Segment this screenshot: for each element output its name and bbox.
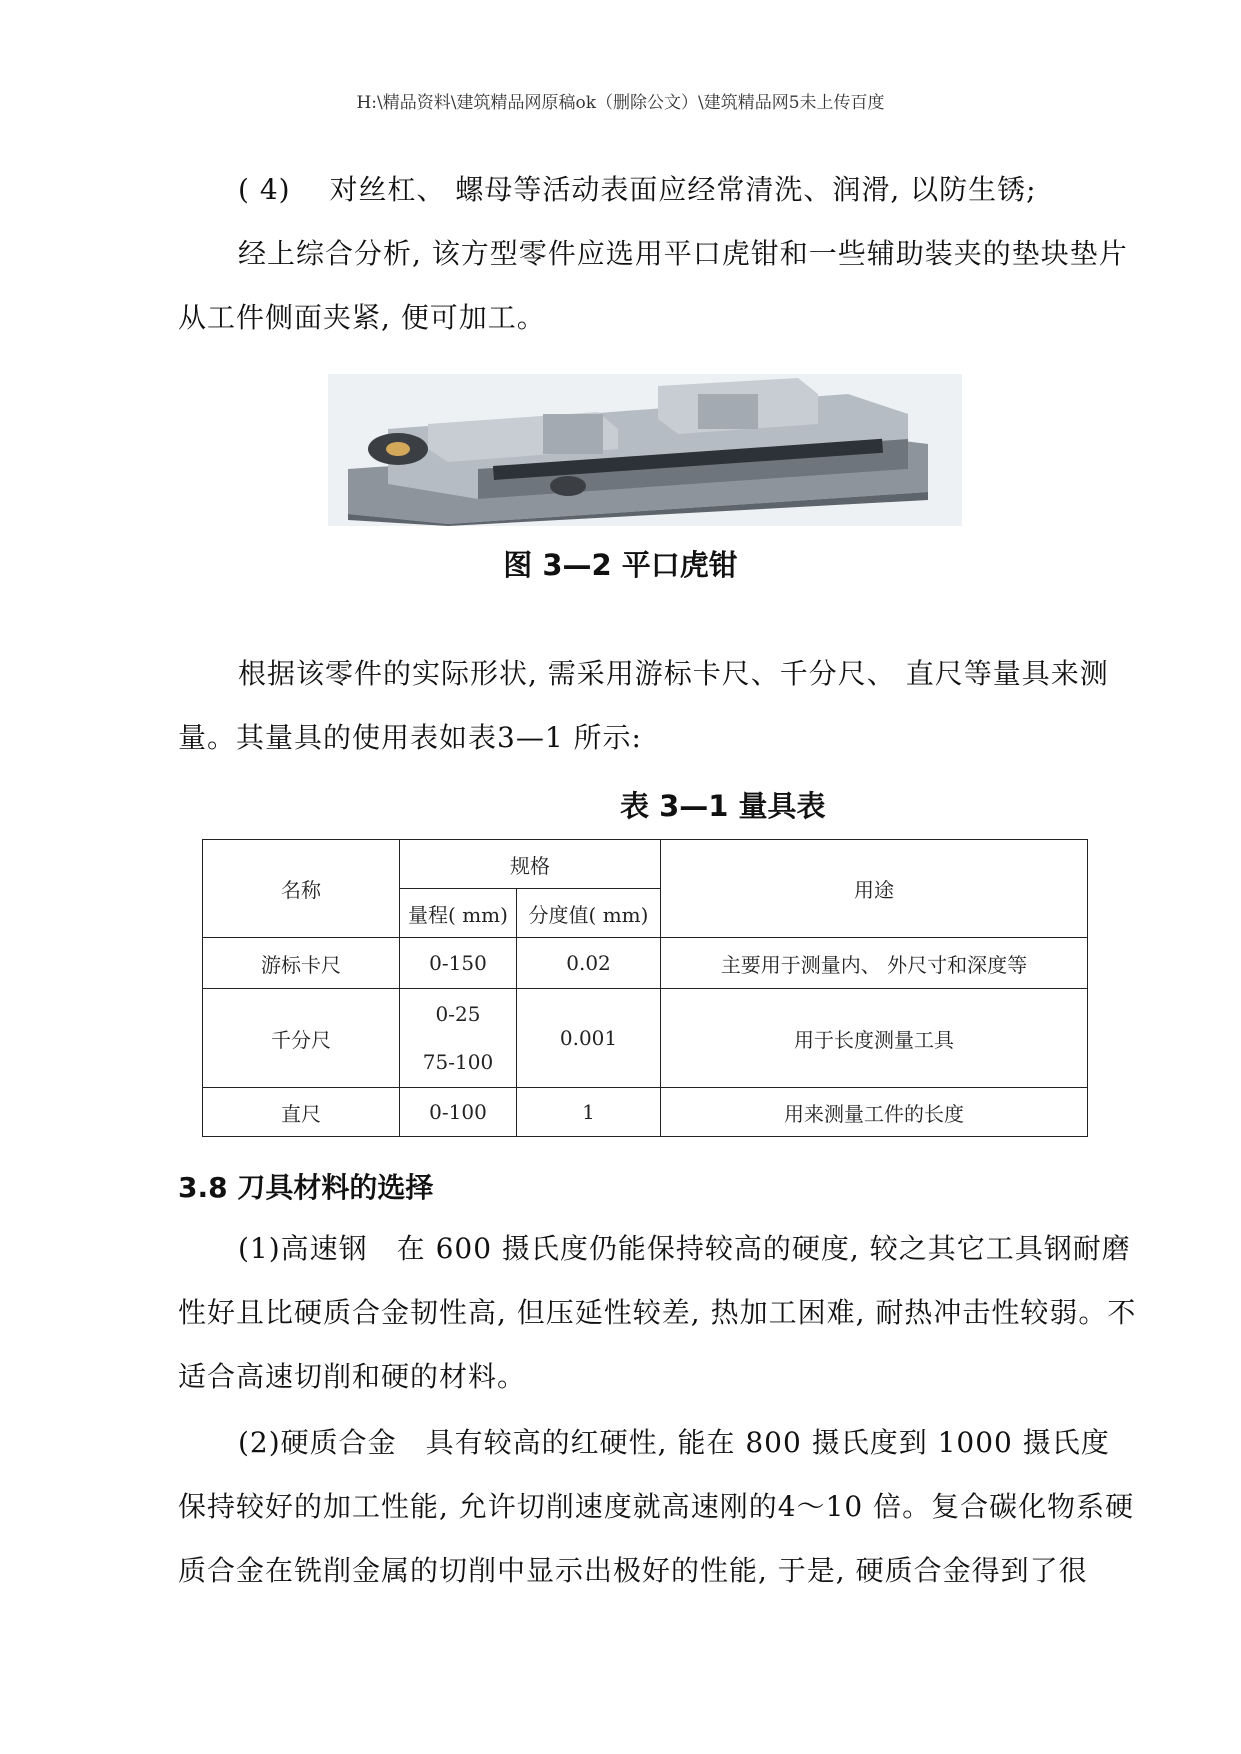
row-name: 直尺 bbox=[203, 1088, 400, 1137]
hss-paragraph: (1)高速钢 在 600 摄氏度仍能保持较高的硬度, 较之其它工具钢耐磨性好且比硬质合金韧性高, 但压延性较差, 热加工困难, 耐热冲击性较弱。不适合高速切削和硬的材料。 bbox=[178, 1232, 1137, 1393]
figure-caption: 图 3—2 平口虎钳 bbox=[503, 548, 738, 582]
row-range-b: 75-100 bbox=[422, 1050, 494, 1074]
row-usage: 用于长度测量工具 bbox=[661, 989, 1088, 1088]
header-division: 分度值( mm) bbox=[517, 889, 661, 938]
item-4-text: ( 4) 对丝杠、 螺母等活动表面应经常清洗、润滑, 以防生锈; bbox=[238, 173, 1037, 206]
table-row bbox=[203, 1088, 1088, 1137]
row-range: 0-100 bbox=[400, 1088, 517, 1137]
table-row bbox=[203, 989, 1088, 1088]
header-usage: 用途 bbox=[661, 840, 1088, 938]
header-range: 量程( mm) bbox=[400, 889, 517, 938]
row-usage: 用来测量工件的长度 bbox=[661, 1088, 1088, 1137]
row-range: 0-150 bbox=[400, 938, 517, 989]
row-range-a: 0-25 bbox=[435, 1002, 481, 1026]
row-range bbox=[400, 989, 517, 1088]
measuring-tools-table bbox=[202, 839, 1088, 1137]
row-name: 千分尺 bbox=[203, 989, 400, 1088]
summary-paragraph: 经上综合分析, 该方型零件应选用平口虎钳和一些辅助装夹的垫块垫片从工件侧面夹紧, 便可加工。 bbox=[178, 237, 1128, 334]
header-spec: 规格 bbox=[400, 840, 661, 889]
row-name: 游标卡尺 bbox=[203, 938, 400, 989]
vise-photo bbox=[328, 374, 962, 526]
measure-paragraph: 根据该零件的实际形状, 需采用游标卡尺、千分尺、 直尺等量具来测量。其量具的使用表如表3—1 所示: bbox=[178, 657, 1109, 754]
carbide-paragraph: (2)硬质合金 具有较高的红硬性, 能在 800 摄氏度到 1000 摄氏度保持较好的加工性能, 允许切削速度就高速刚的4～10 倍。复合碳化物系硬质合金在铣削金属的切削中显示出极好的性能, 于是, 硬质合金得到了很 bbox=[178, 1426, 1135, 1587]
table-title: 表 3—1 量具表 bbox=[620, 789, 826, 823]
table-row bbox=[203, 938, 1088, 989]
row-division: 0.001 bbox=[517, 989, 661, 1088]
section-heading: 3.8 刀具材料的选择 bbox=[178, 1171, 434, 1204]
row-division: 0.02 bbox=[517, 938, 661, 989]
header-name: 名称 bbox=[203, 840, 400, 938]
document-header-path: H:\精品资料\建筑精品网原稿ok（删除公文）\建筑精品网5未上传百度 bbox=[356, 93, 885, 113]
row-division: 1 bbox=[517, 1088, 661, 1137]
row-usage: 主要用于测量内、 外尺寸和深度等 bbox=[661, 938, 1088, 989]
